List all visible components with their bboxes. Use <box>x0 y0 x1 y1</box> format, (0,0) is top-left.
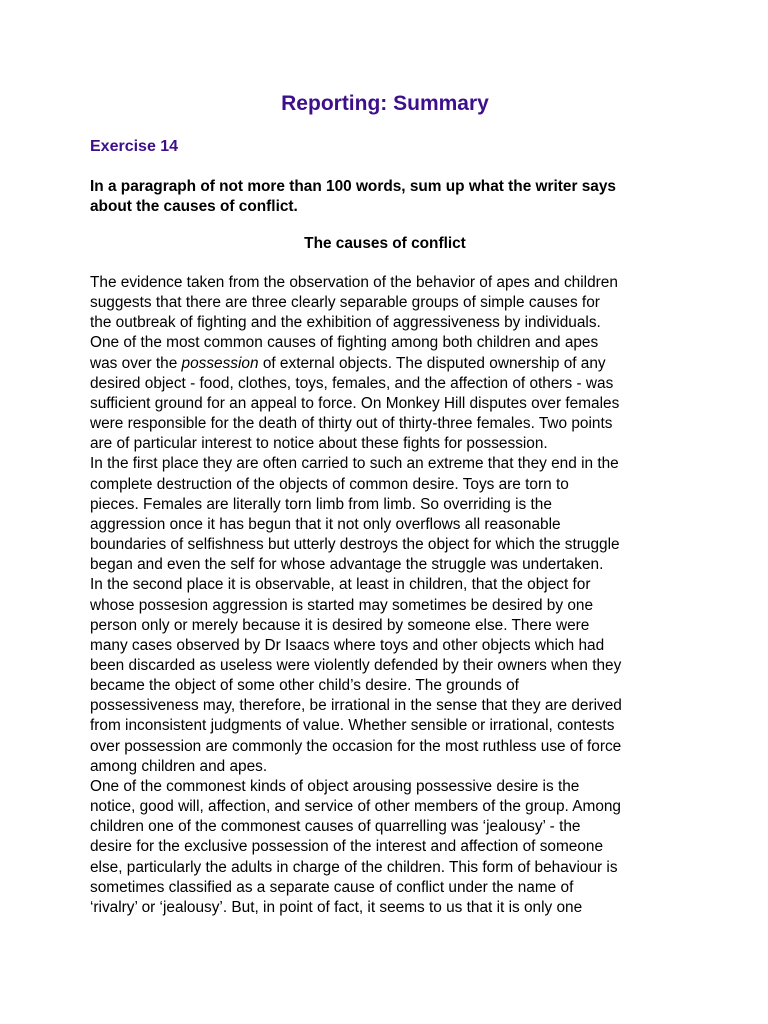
body-line: One of the most common causes of fighting among both children and apes <box>90 334 599 352</box>
body-line: possessiveness may, therefore, be irrational in the sense that they are derived <box>90 697 622 715</box>
page-title: Reporting: Summary <box>281 92 489 115</box>
body-line: many cases observed by Dr Isaacs where toys and other objects which had <box>90 636 605 654</box>
body-line: been discarded as useless were violently defended by their owners when they <box>90 656 622 674</box>
body-line: sufficient ground for an appeal to force. On Monkey Hill disputes over females <box>90 394 620 412</box>
body-line: complete destruction of the objects of common desire. Toys are torn to <box>90 475 569 493</box>
body-line: became the object of some other child’s desire. The grounds of <box>90 677 519 695</box>
body-line: were responsible for the death of thirty out of thirty-three females. Two points <box>90 415 613 433</box>
instruction-line: In a paragraph of not more than 100 words, sum up what the writer says <box>90 178 616 195</box>
body-line: began and even the self for whose advantage the struggle was undertaken. <box>90 556 604 574</box>
body-line: are of particular interest to notice about these fights for possession. <box>90 435 548 453</box>
exercise-heading: Exercise 14 <box>90 138 179 155</box>
body-line: children one of the commonest causes of quarrelling was ‘jealousy’ - the <box>90 818 581 836</box>
body-line: from inconsistent judgments of value. Whether sensible or irrational, contests <box>90 717 615 735</box>
section-heading: The causes of conflict <box>304 235 466 252</box>
body-line: sometimes classified as a separate cause of conflict under the name of <box>90 878 574 896</box>
body-line: desired object - food, clothes, toys, females, and the affection of others - was <box>90 374 614 392</box>
body-line: the outbreak of fighting and the exhibition of aggressiveness by individuals. <box>90 314 601 332</box>
body-line: over possession are commonly the occasion for the most ruthless use of force <box>90 737 622 755</box>
emphasized-word: possession <box>181 354 259 372</box>
body-line: pieces. Females are literally torn limb from limb. So overriding is the <box>90 495 552 513</box>
body-text <box>90 273 690 918</box>
body-line: suggests that there are three clearly separable groups of simple causes for <box>90 294 600 312</box>
instruction-text <box>90 177 680 217</box>
body-line: notice, good will, affection, and service of other members of the group. Among <box>90 798 621 816</box>
body-line: boundaries of selfishness but utterly destroys the object for which the struggle <box>90 536 620 554</box>
body-line: aggression once it has begun that it not only overflows all reasonable <box>90 515 561 533</box>
body-line: In the first place they are often carried to such an extreme that they end in the <box>90 455 619 473</box>
body-line: else, particularly the adults in charge of the children. This form of behaviour is <box>90 858 618 876</box>
body-line: person only or merely because it is desired by someone else. There were <box>90 616 590 634</box>
body-line: In the second place it is observable, at least in children, that the object for <box>90 576 591 594</box>
body-line: among children and apes. <box>90 757 268 775</box>
body-line: ‘rivalry’ or ‘jealousy’. But, in point of fact, it seems to us that it is only one <box>90 898 583 916</box>
body-line: One of the commonest kinds of object arousing possessive desire is the <box>90 777 580 795</box>
body-line: The evidence taken from the observation of the behavior of apes and children <box>90 274 618 291</box>
body-line: was over the possession of external objects. The disputed ownership of any <box>90 354 606 372</box>
instruction-line: about the causes of conflict. <box>90 198 298 215</box>
body-line: whose possesion aggression is started may sometimes be desired by one <box>90 596 594 614</box>
body-line: desire for the exclusive possession of the interest and affection of someone <box>90 838 604 856</box>
